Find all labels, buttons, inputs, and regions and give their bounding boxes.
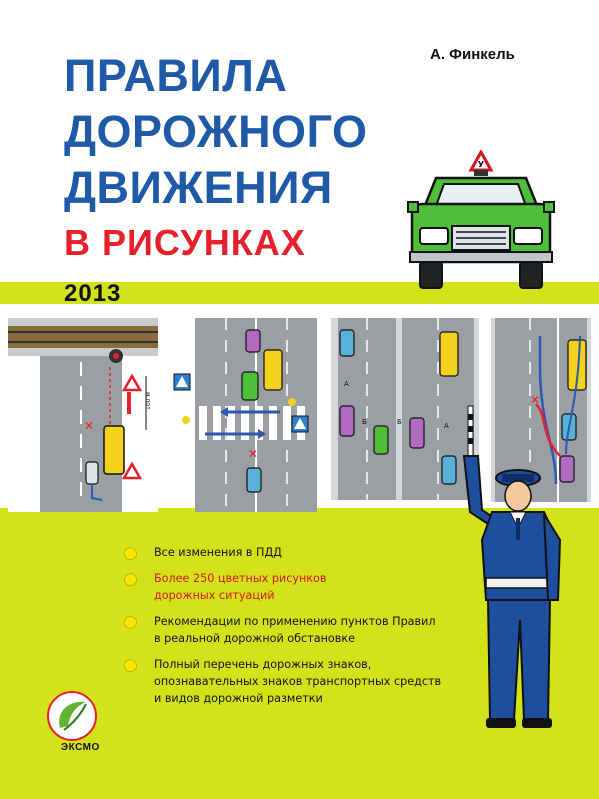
svg-text:✕: ✕ <box>530 393 541 407</box>
feature-text: Все изменения в ПДД <box>154 546 282 559</box>
feature-text: Более 250 цветных рисунков дорожных ситуаций <box>154 572 327 602</box>
feature-item <box>124 544 494 561</box>
title-line-2: ДОРОЖНОГО <box>64 106 368 157</box>
pedestrian-crossing-diagram <box>174 318 317 512</box>
feature-text: Полный перечень дорожных знаков, опознавательных знаков транспортных средств и видов дорожной разметки <box>154 658 442 705</box>
feature-list <box>124 544 494 716</box>
lane-label-a: А <box>344 380 349 388</box>
book-title <box>64 48 367 216</box>
feature-item <box>124 656 494 707</box>
svg-text:У: У <box>477 160 485 169</box>
bullet-dot-icon <box>124 547 137 560</box>
green-car-illustration <box>406 150 556 292</box>
bullet-dot-icon <box>124 659 137 672</box>
feature-item <box>124 613 494 647</box>
bullet-dot-icon <box>124 573 137 586</box>
publisher-name: ЭКСМО <box>61 742 100 753</box>
author-name: А. Финкель <box>430 46 515 63</box>
title-line-1: ПРАВИЛА <box>64 50 288 101</box>
svg-text:✕: ✕ <box>84 419 95 433</box>
traffic-light-icon <box>113 353 119 359</box>
feature-text: Рекомендации по применению пунктов Правил в реальной дорожной обстановке <box>154 615 436 645</box>
edition-year: 2013 <box>64 280 122 307</box>
svg-text:Б: Б <box>397 418 402 426</box>
feature-item <box>124 570 494 604</box>
bullet-dot-icon <box>124 616 137 629</box>
distance-label: 100 м <box>145 392 152 410</box>
eksmo-logo-icon <box>46 690 98 742</box>
book-subtitle: В РИСУНКАХ <box>64 222 306 263</box>
svg-text:А: А <box>444 422 449 430</box>
railroad-crossing-diagram <box>8 318 158 512</box>
lane-label-b: Б <box>362 418 367 426</box>
title-line-3: ДВИЖЕНИЯ <box>64 162 333 213</box>
svg-text:✕: ✕ <box>248 447 259 461</box>
